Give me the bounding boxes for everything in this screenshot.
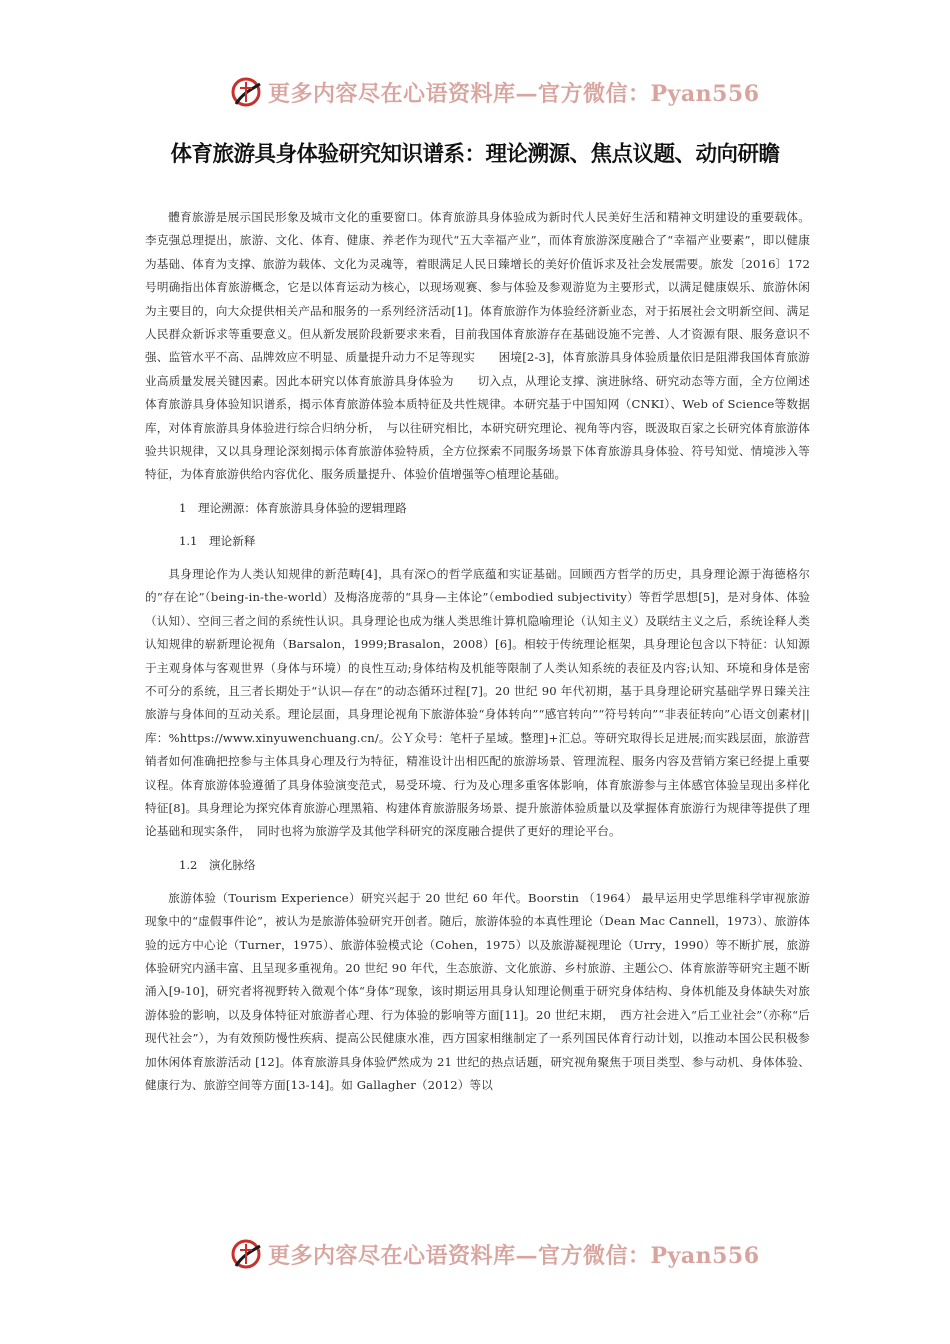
subsection-heading-1-2: 1.2 演化脉络 (179, 857, 256, 872)
section-heading-1: 1 理论溯源：体育旅游具身体验的逻辑理路 (179, 500, 407, 515)
document-title: 体育旅游具身体验研究知识谱系：理论溯源、焦点议题、动向研瞻 (170, 142, 780, 167)
subsection-heading-1-1: 1.1 理论新释 (179, 533, 256, 548)
intro-paragraph: 體育旅游是展示国民形象及城市文化的重要窗口。体育旅游具身体验成为新时代人民美好生活和精神文明建设的重要载体。李克强总理提出，旅游、文化、体育、健康、养老作为现代“五大幸福产业”，而体育旅游深度融合了“幸福产业要素”，即以健康为基础、体育为支撑、旅游为载体、文化为灵魂等，着眼满足人民日臻增长的美好价值诉求及社会发展需要。旅发〔2016〕172号明确指出体育旅游概念，它是以体育运动为核心，以现场观赛、参与体验及参观游览为主要形式，以满足健康娱乐、旅游休闲为主要目的，向大众提供相关产品和服务的一系列经济活动[1]。体育旅游作为体验经济新业态，对于拓展社会文明新空间、满足人民群众新诉求等重要意义。但从新发展阶段新要求来看，目前我国体育旅游存在基础设施不完善、人才资源有限、服务意识不强、监管水平不高、品牌效应不明显、质量提升动力不足等现实 困境[2-3]，体育旅游具身体验质量依旧是阻滞我国体育旅游业高质量发展关键因素。因此本研究以体育旅游具身体验为 切入点，从理论支撑、演进脉络、研究动态等方面，全方位阐述体育旅游具身体验知识谱系，揭示体育旅游体验本质特征及共性规律。本研究基于中国知网（CNKI）、Web of Science等数据库，对体育旅游具身体验进行综合归纳分析， 与以往研究相比，本研究研究理论、视角等内容，既汲取百家之长研究体育旅游体验共识规律，又以具身理论深刻揭示体育旅游体验特质，全方位探索不同服务场景下体育旅游具身体验、符号知觉、情境涉入等特征，为体育旅游供给内容优化、服务质量提升、体验价值增强等○植理论基础。 (145, 210, 810, 482)
tree-logo-icon (228, 74, 264, 110)
banner-text: 更多内容尽在心语资料库—官方微信：Pyan556 (268, 1242, 760, 1269)
paragraph-1-1: 具身理论作为人类认知规律的新范畴[4]，具有深○的哲学底蕴和实证基础。回顾西方哲学的历史，具身理论源于海德格尔的“存在论”（being-in-the-world）及梅洛庞蒂的“具身—主体论”（embodied subjectivity）等哲学思想[5]，是对身体、体验（认知）、空间三者之间的系统性认识。具身理论也成为继人类思维计算机隐喻理论（认知主义）及联结主义之后，系统诠释人类认知规律的崭新理论视角（Barsalon，1999;Brasalon，2008）[6]。相较于传统理论框架，具身理论包含以下特征：认知源于主观身体与客观世界（身体与环境）的良性互动;身体结构及机能等限制了人类认知系统的表征及内容;认知、环境和身体是密不可分的系统，且三者长期处于“认识—存在”的动态循环过程[7]。20 世纪 90 年代初期，基于具身理论研究基础学界日臻关注旅游与身体间的互动关系。理论层面，具身理论视角下旅游体验“身体转向”“感官转向”“符号转向”“非表征转向”心语文创素材||库：%https://www.xinyuwenchuang.cn/。公Ｙ众号：笔杆子星域。整理]+汇总。等研究取得长足进展;而实践层面，旅游营销者如何准确把控参与主体具身心理及行为特征，精准设计出相匹配的旅游场景、管理流程、服务内容及营销方案已经提上重要议程。体育旅游体验遵循了具身体验演变范式，易受环境、行为及心理多重客体影响，体育旅游参与主体感官体验呈现出多样化特征[8]。具身理论为探究体育旅游心理黑箱、构建体育旅游服务场景、提升旅游体验质量以及掌握体育旅游行为规律等提供了理论基础和现实条件， 同时也将为旅游学及其他学科研究的深度融合提供了更好的理论平台。 (145, 566, 810, 839)
footer-watermark-banner (0, 1234, 950, 1274)
header-watermark-banner (0, 72, 950, 112)
banner-text: 更多内容尽在心语资料库—官方微信：Pyan556 (268, 80, 760, 107)
paragraph-1-2: 旅游体验（Tourism Experience）研究兴起于 20 世纪 60 年代。Boorstin （1964） 最早运用史学思维科学审视旅游现象中的“虚假事件论”，被认为是旅游体验研究开创者。随后，旅游体验的本真性理论（Dean Mac Cannell，1973）、旅游体验的远方中心论（Turner，1975）、旅游体验模式论（Cohen，1975）以及旅游凝视理论（Urry，1990）等不断扩展，旅游体验研究内涵丰富、且呈现多重视角。20 世纪 90 年代，生态旅游、文化旅游、乡村旅游、主题公○、体育旅游等研究主题不断涌入[9-10]，研究者将视野转入微观个体“身体”现象，该时期运用具身认知理论侧重于研究身体结构、身体机能及身体缺失对旅游体验的影响，以及身体特征对旅游者心理、行为体验的影响等方面[11]。20 世纪末期， 西方社会进入“后工业社会”（亦称“后现代社会”），为有效预防慢性疾病、提高公民健康水准，西方国家相继制定了一系列国民体育行动计划，以推动本国公民积极参加休闲体育旅游活动 [12]。体育旅游具身体验俨然成为 21 世纪的热点话题，研究视角聚焦于项目类型、参与动机、身体体验、健康行为、旅游空间等方面[13-14]。如 Gallagher（2012）等以 (145, 890, 810, 1092)
document-body (145, 206, 810, 1097)
tree-logo-icon (228, 1236, 264, 1272)
